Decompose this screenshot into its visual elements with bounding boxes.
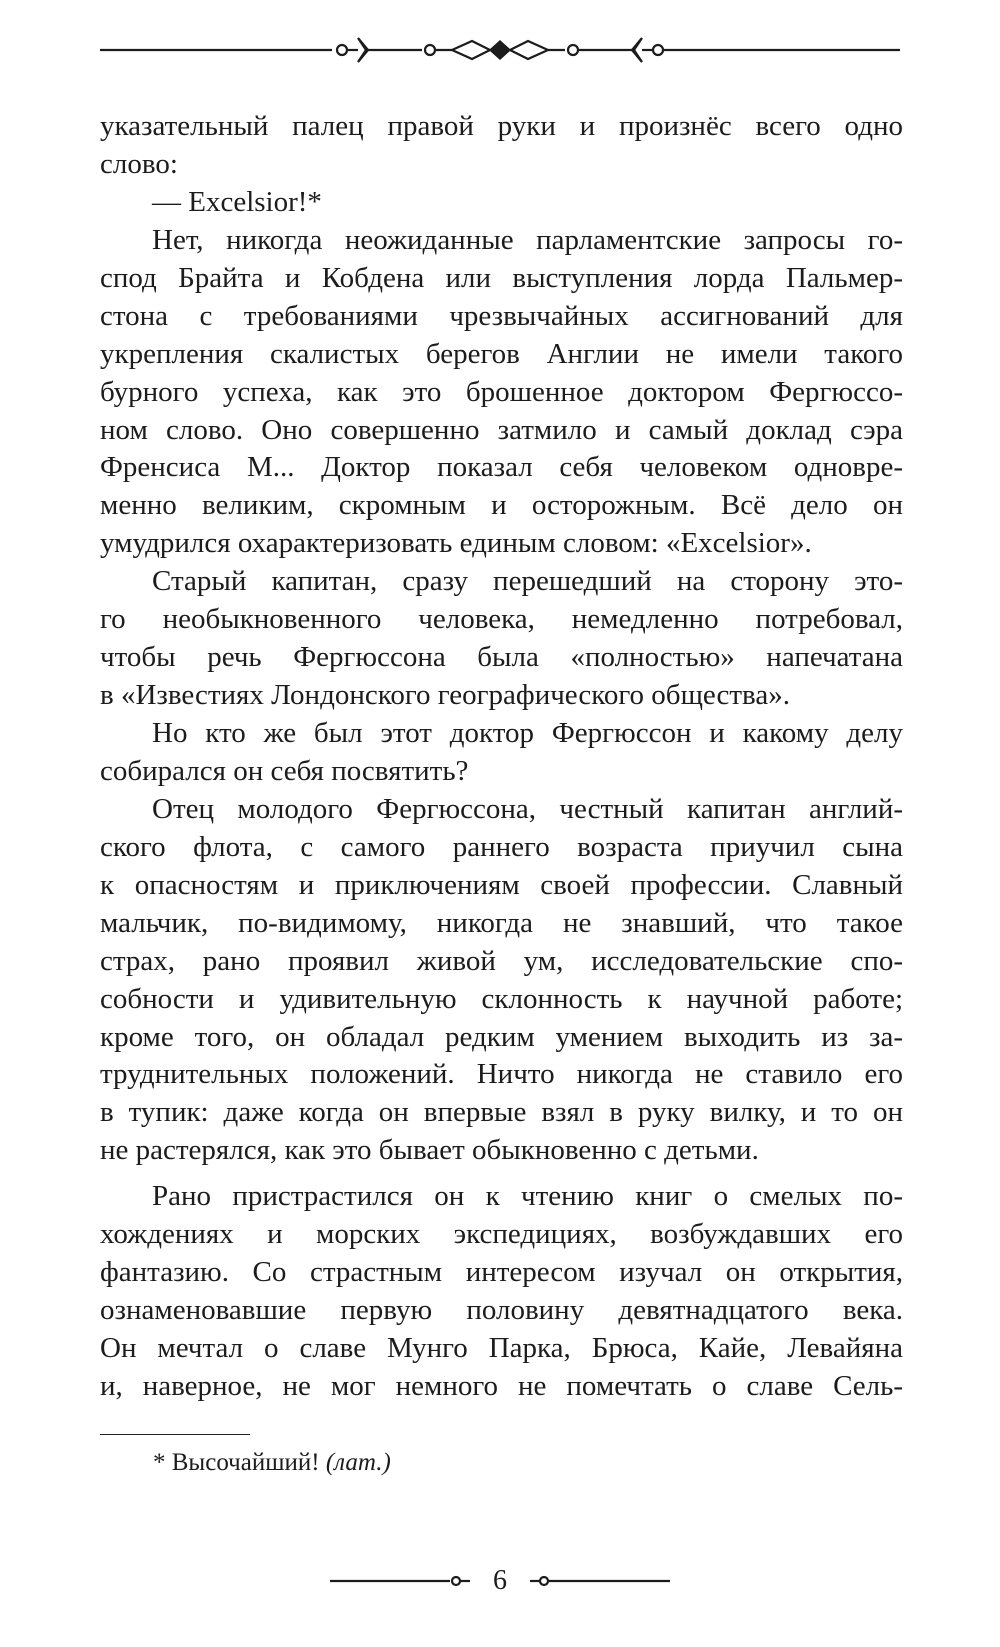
body-text [100, 108, 903, 1406]
text-line: труднительных положений. Ничто никогда не ставило его [100, 1058, 903, 1091]
text-line: Рано пристрастился он к чтению книг о смелых по- [152, 1180, 903, 1213]
footnote-text: Высочайший! [171, 1449, 320, 1476]
text-line: умудрился охарактеризовать единым словом: «Excelsior». [100, 527, 812, 560]
text-line: Нет, никогда неожиданные парламентские запросы го- [152, 223, 903, 256]
footnote-marker: * [153, 1449, 166, 1476]
text-line: в «Известиях Лондонского географического общества». [100, 679, 790, 712]
text-line: чтобы речь Фергюссона была «полностью» напечатана [100, 641, 903, 674]
text-line: Старый капитан, сразу перешедший на сторону это- [152, 565, 903, 598]
text-line: к опасностям и приключениям своей профессии. Славный [100, 868, 903, 901]
text-line: не растерялся, как это бывает обыкновенно с детьми. [100, 1134, 759, 1167]
text-line: спод Брайта и Кобдена или выступления лорда Пальмер- [100, 261, 903, 294]
text-line: собирался он себя посвятить? [100, 754, 469, 787]
footnote [153, 1446, 391, 1480]
text-line: менно великим, скромным и осторожным. Всё дело он [100, 489, 903, 522]
text-line: Отец молодого Фергюссона, честный капитан англий- [152, 792, 903, 825]
text-line: мальчик, по-видимому, никогда не знавший, что такое [100, 906, 903, 939]
text-line: слово: [100, 147, 178, 180]
text-line: собности и удивительную склонность к научной работе; [100, 982, 903, 1015]
text-line: стона с требованиями чрезвычайных ассигнований для [100, 299, 903, 332]
text-line: ознаменовавшие первую половину девятнадцатого века. [100, 1294, 903, 1327]
text-line: Но кто же был этот доктор Фергюссон и какому делу [152, 717, 903, 749]
text-line: бурного успеха, как это брошенное доктором Фергюссо- [100, 375, 903, 408]
text-line: го необыкновенного человека, немедленно потребовал, [100, 603, 903, 636]
text-line: и, наверное, не мог немного не помечтать о славе Сель- [100, 1369, 903, 1402]
text-line: хождениях и морских экспедициях, возбуждавших его [100, 1218, 903, 1251]
text-line: страх, рано проявил живой ум, исследовательские спо- [100, 944, 903, 977]
top-ornament [100, 30, 900, 70]
footnote-rule [100, 1434, 250, 1435]
text-line: ном слово. Оно совершенно затмило и самый доклад сэра [100, 413, 903, 446]
text-line: фантазию. Со страстным интересом изучал он открытия, [100, 1256, 903, 1289]
text-line: ского флота, с самого раннего возраста приучил сына [100, 830, 903, 863]
text-line: Френсиса М... Доктор показал себя человеком одновре- [100, 451, 903, 484]
text-line: — Excelsior!* [152, 185, 322, 218]
text-line: кроме того, он обладал редким умением выходить из за- [100, 1020, 903, 1053]
page-number: 6 [493, 1565, 507, 1596]
text-line: в тупик: даже когда он впервые взял в руку вилку, и то он [100, 1096, 903, 1129]
text-line: укрепления скалистых берегов Англии не имели такого [100, 337, 903, 370]
text-line: Он мечтал о славе Мунго Парка, Брюса, Кайе, Левайяна [100, 1332, 903, 1364]
text-line: указательный палец правой руки и произнёс всего одно [100, 110, 903, 142]
footnote-language-note: (лат.) [325, 1449, 391, 1476]
page-number-row [330, 1561, 670, 1601]
